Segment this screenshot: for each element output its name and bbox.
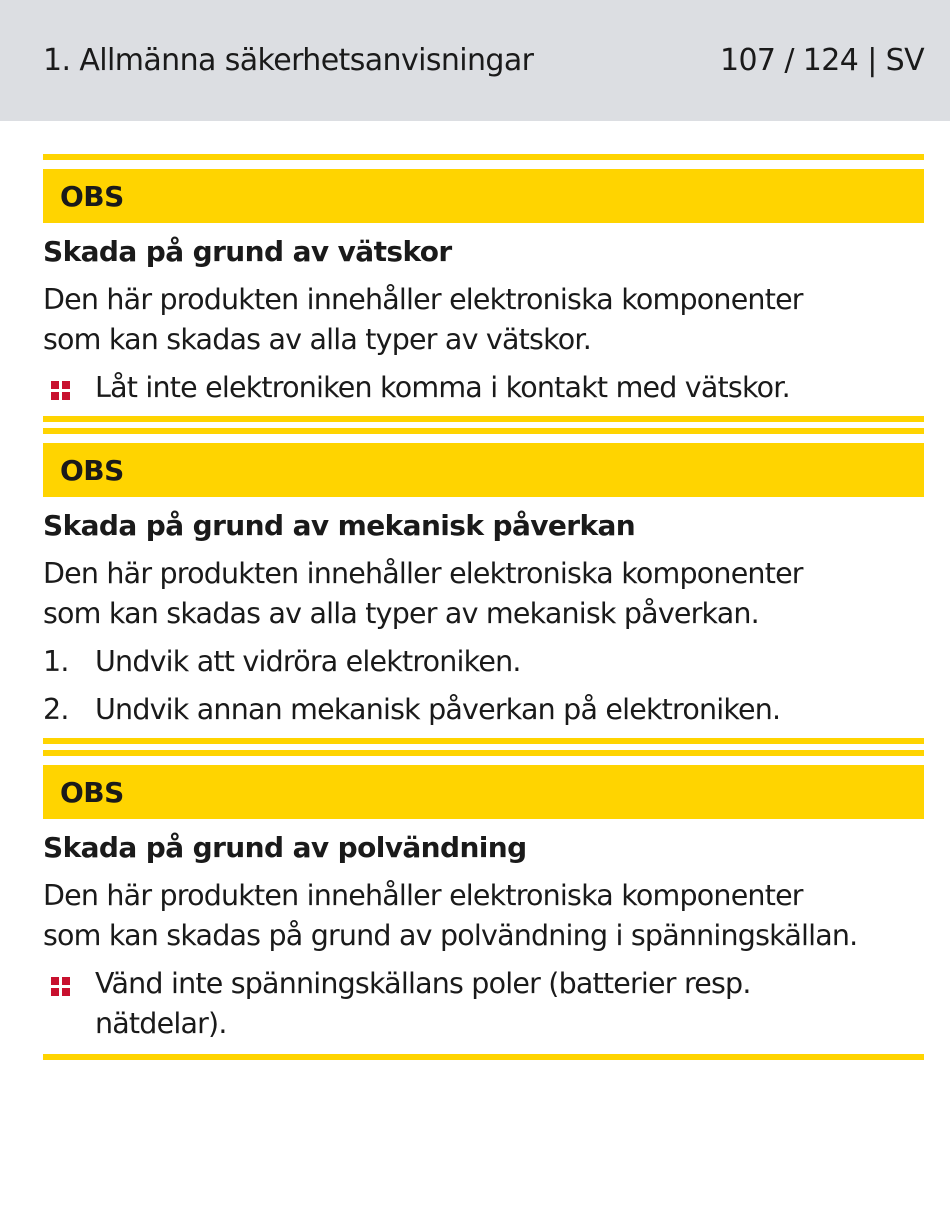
notice-text-line: som kan skadas av alla typer av mekanisk påverkan. <box>43 597 759 630</box>
notice-list-item <box>43 964 924 1044</box>
list-item-text <box>95 964 751 1044</box>
list-number: 1. <box>43 645 69 678</box>
list-item-text: Undvik annan mekanisk påverkan på elektroniken. <box>95 693 781 726</box>
list-item-text: Undvik att vidröra elektroniken. <box>95 645 521 678</box>
list-item-text-line: Vänd inte spänningskällans poler (batterier resp. <box>95 967 751 1000</box>
notice-label: OBS <box>60 775 124 809</box>
notice-top-rule <box>43 428 924 434</box>
notice-heading: Skada på grund av vätskor <box>43 235 452 268</box>
bullet-marker <box>43 368 95 408</box>
notice-label: OBS <box>60 179 124 213</box>
notice-heading: Skada på grund av polvändning <box>43 831 527 864</box>
list-item-text-line: nätdelar). <box>95 1007 227 1040</box>
notice-label-bar <box>43 765 924 819</box>
list-item-text: Låt inte elektroniken komma i kontakt med vätskor. <box>95 371 790 404</box>
notice-label-bar <box>43 443 924 497</box>
page-info: 107 / 124 | SV <box>719 43 924 78</box>
bullet-icon <box>51 977 71 997</box>
notice-text <box>43 554 924 634</box>
notice-text-line: Den här produkten innehåller elektroniska komponenter <box>43 879 803 912</box>
notice-text-line: som kan skadas på grund av polvändning i spänningskällan. <box>43 919 858 952</box>
bullet-icon <box>51 381 71 401</box>
notice-heading: Skada på grund av mekanisk påverkan <box>43 509 636 542</box>
notice-bottom-rule <box>43 738 924 744</box>
section-title: 1. Allmänna säkerhetsanvisningar <box>43 43 534 78</box>
notice-liquids <box>43 154 924 422</box>
notice-top-rule <box>43 750 924 756</box>
notice-text <box>43 280 924 360</box>
notice-text-line: som kan skadas av alla typer av vätskor. <box>43 323 591 356</box>
notice-text-line: Den här produkten innehåller elektroniska komponenter <box>43 283 803 316</box>
notice-top-rule <box>43 154 924 160</box>
notice-label: OBS <box>60 453 124 487</box>
notice-polarity <box>43 750 924 1060</box>
page-content <box>0 154 950 1060</box>
notice-bottom-rule <box>43 1054 924 1060</box>
notice-text-line: Den här produkten innehåller elektroniska komponenter <box>43 557 803 590</box>
notice-list-item <box>43 642 924 682</box>
notice-label-bar <box>43 169 924 223</box>
notice-list-item <box>43 368 924 408</box>
bullet-marker <box>43 964 95 1044</box>
page-header <box>0 0 950 121</box>
list-number: 2. <box>43 693 69 726</box>
notice-text <box>43 876 924 956</box>
notice-bottom-rule <box>43 416 924 422</box>
notice-list-item <box>43 690 924 730</box>
notice-mechanical <box>43 428 924 744</box>
